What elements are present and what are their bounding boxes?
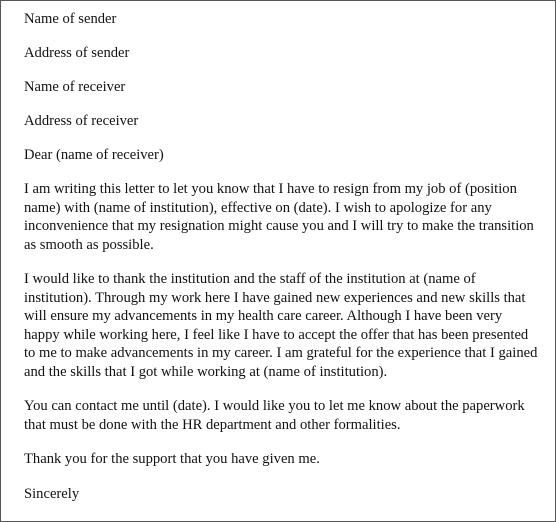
body-paragraph-resignation: I am writing this letter to let you know that I have to resign from my job of (position name) with (name of institution), effective on (date). I wish to apologize for any inconvenience that my resignation might cause you and I will try to make the transition as smooth as possible. xyxy=(24,181,534,253)
body-paragraph-contact: You can contact me until (date). I would like you to let me know about the paperwork that must be done with the HR department and other formalities. xyxy=(24,398,525,433)
closing: Sincerely xyxy=(24,485,80,502)
sender-address: Address of sender xyxy=(24,45,130,61)
sender-name: Name of sender xyxy=(24,11,117,27)
body-paragraph-closing-thanks: Thank you for the support that you have given me. xyxy=(24,451,320,467)
resignation-letter xyxy=(24,10,539,519)
body-paragraph-thanks: I would like to thank the institution and the staff of the institution at (name of institution). Through my work here I have gained new experiences and new skills that will ensure my advancements in my health care career. Although I have been very happy while working here, I feel like I have to accept the offer that has been presented to me to make advancements in my career. I am grateful for the experience that I gained and the skills that I got while working at (name of institution). xyxy=(24,271,538,380)
salutation: Dear (name of receiver) xyxy=(24,147,164,163)
receiver-address: Address of receiver xyxy=(24,113,139,129)
receiver-name: Name of receiver xyxy=(24,79,126,95)
